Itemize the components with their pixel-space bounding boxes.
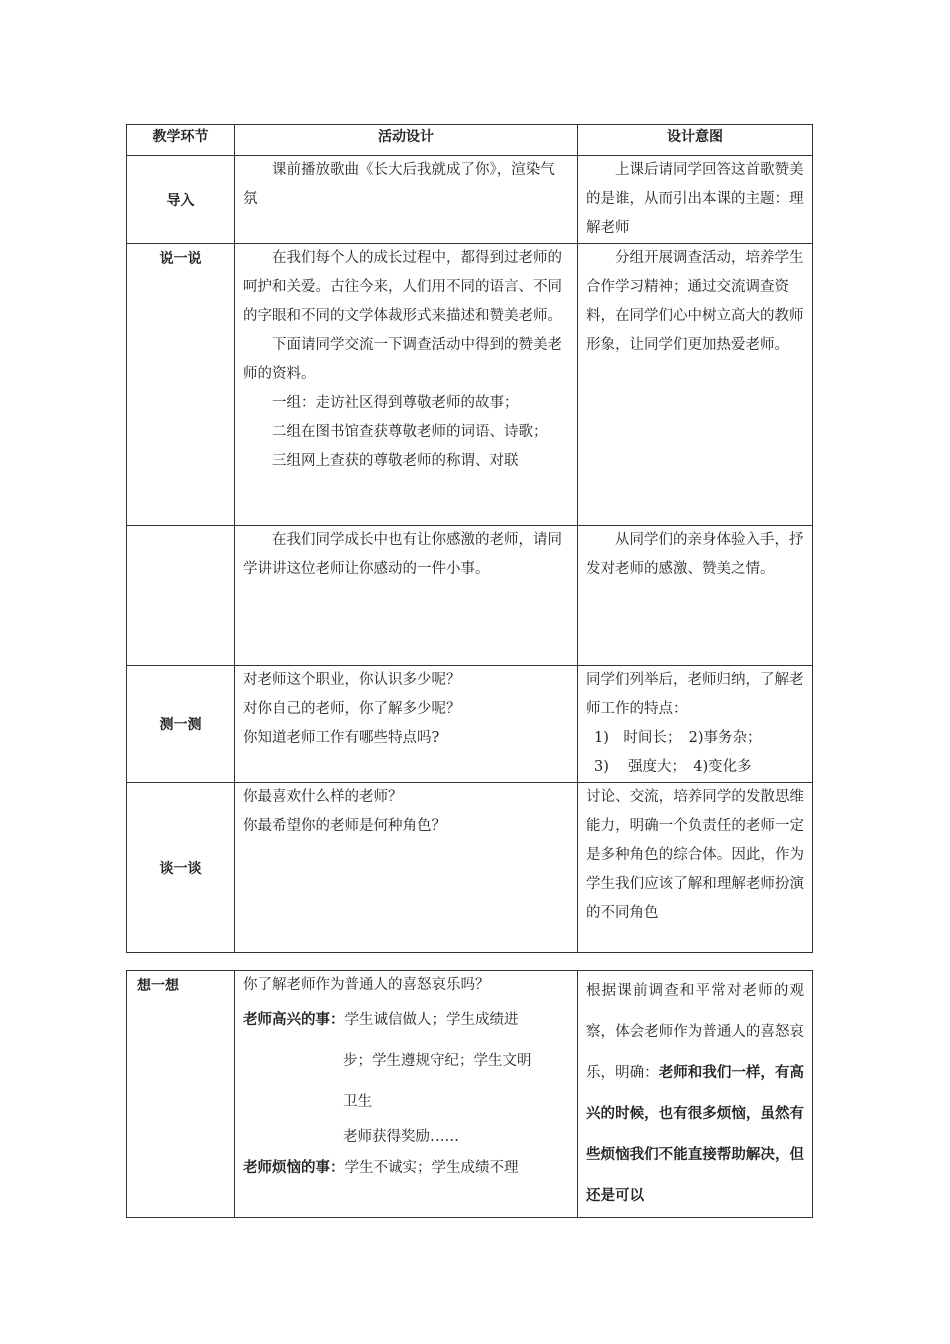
activity-text: 你最希望你的老师是何种角色？: [243, 818, 446, 834]
activity-cell: [235, 244, 578, 526]
row-intro: [127, 156, 813, 244]
intent-cell: [578, 526, 813, 666]
activity-text: 下面请同学交流一下调查活动中得到的赞美老师的资料。: [243, 337, 562, 382]
intent-cell: [578, 156, 813, 244]
intent-text: 3) 强度大； 4)变化多: [594, 759, 752, 775]
row-test: [127, 666, 813, 783]
row-say-2: [127, 526, 813, 666]
intent-emphasis: 老师和我们一样，有高兴的时候，也有很多烦恼，虽然有些烦恼我们不能直接帮助解决，但还是可以: [586, 1065, 805, 1204]
section-label: 说一说: [127, 244, 235, 526]
activity-question: 你了解老师作为普通人的喜怒哀乐吗？: [243, 977, 490, 993]
activity-text: 二组在图书馆查获尊敬老师的词语、诗歌；: [272, 424, 548, 440]
section-label: 测一测: [127, 666, 235, 783]
activity-text: 对老师这个职业，你认识多少呢？: [243, 672, 461, 688]
activity-cell: [235, 971, 578, 1218]
happy-label: 老师高兴的事：: [243, 1012, 345, 1028]
row-think: [127, 971, 813, 1218]
worry-label: 老师烦恼的事：: [243, 1160, 345, 1176]
header-intent: 设计意图: [578, 125, 813, 156]
happy-text: 老师获得奖励……: [343, 1129, 459, 1145]
lesson-plan-table: [126, 124, 813, 953]
intent-text: 分组开展调查活动，培养学生合作学习精神；通过交流调查资料，在同学们心中树立高大的教师形象，让同学们更加热爱老师。: [586, 250, 804, 353]
section-label-empty: [127, 526, 235, 666]
section-label: 谈一谈: [127, 783, 235, 953]
activity-cell: [235, 526, 578, 666]
happy-text: 学生诚信做人；学生成绩进: [344, 1012, 519, 1028]
activity-cell: [235, 666, 578, 783]
intent-text: 同学们列举后，老师归纳，了解老师工作的特点：: [586, 672, 804, 717]
worry-text: 学生不诚实；学生成绩不理: [344, 1160, 519, 1176]
activity-text: 你知道老师工作有哪些特点吗?: [243, 730, 440, 746]
activity-text: 在我们每个人的成长过程中，都得到过老师的呵护和关爱。古往今来，人们用不同的语言、不同的字眼和不同的文学体裁形式来描述和赞美老师。: [243, 250, 562, 324]
row-say: [127, 244, 813, 526]
activity-text: 一组：走访社区得到尊敬老师的故事；: [272, 395, 519, 411]
section-label: 想一想: [127, 971, 235, 1218]
activity-text: 在我们同学成长中也有让你感激的老师，请同学讲讲这位老师让你感动的一件小事。: [243, 532, 562, 577]
activity-text: 对你自己的老师，你了解多少呢？: [243, 701, 461, 717]
intent-text: 上课后请同学回答这首歌赞美的是谁，从而引出本课的主题：理解老师: [586, 162, 804, 236]
intent-cell: [578, 666, 813, 783]
header-row: [127, 125, 813, 156]
lesson-plan-table-continued: [126, 970, 813, 1218]
activity-text: 三组网上查获的尊敬老师的称谓、对联: [272, 453, 519, 469]
happy-text: 卫生: [343, 1094, 372, 1110]
intent-cell: [578, 971, 813, 1218]
row-talk: [127, 783, 813, 953]
activity-text: 你最喜欢什么样的老师？: [243, 789, 403, 805]
intent-text: 1) 时间长； 2)事务杂；: [594, 730, 762, 746]
header-stage: 教学环节: [127, 125, 235, 156]
intent-text: 讨论、交流，培养同学的发散思维能力，明确一个负责任的老师一定是多种角色的综合体。因此，作为学生我们应该了解和理解老师扮演的不同角色: [586, 789, 804, 921]
header-activity: 活动设计: [235, 125, 578, 156]
intent-cell: [578, 244, 813, 526]
activity-text: 课前播放歌曲《长大后我就成了你》，渲染气氛: [243, 162, 555, 207]
intent-text: 根据课前调查和平常对老师的观察，体会老师作为普通人的喜怒哀乐，明确：: [586, 983, 804, 1081]
section-label: 导入: [127, 156, 235, 244]
happy-text: 步；学生遵规守纪；学生文明: [343, 1053, 532, 1069]
intent-text: 从同学们的亲身体验入手，抒发对老师的感激、赞美之情。: [586, 532, 804, 577]
activity-cell: [235, 156, 578, 244]
intent-cell: [578, 783, 813, 953]
activity-cell: [235, 783, 578, 953]
